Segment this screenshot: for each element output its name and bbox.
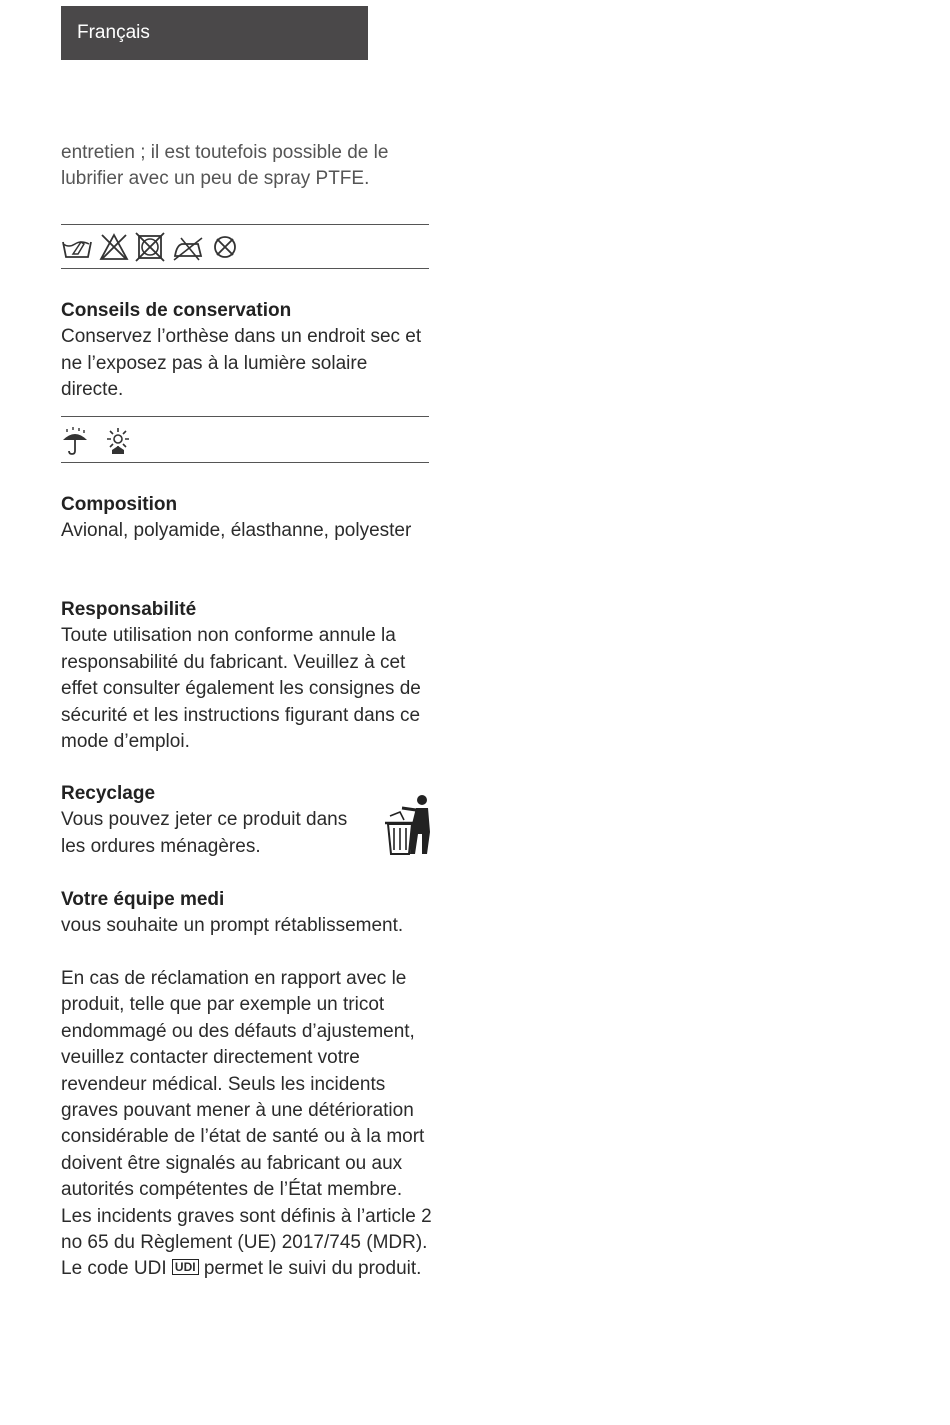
divider [61,416,429,417]
trash-bin-person-icon [380,794,434,858]
no-tumble-dry-icon [135,232,165,262]
keep-dry-icon [61,426,89,456]
intro-text: entretien ; il est toutefois possible de le lubrifier avec un peu de spray PTFE. [61,142,389,190]
liability-heading: Responsabilité [61,599,197,620]
composition-section [61,492,433,545]
team-section [61,887,433,940]
no-bleach-icon [99,232,129,262]
composition-heading: Composition [61,494,178,515]
divider [61,462,429,463]
care-icons-row [61,232,239,262]
recycling-body: Vous pouvez jeter ce produit dans les ordures ménagères. [61,809,348,857]
claims-text: En cas de réclamation en rapport avec le produit, telle que par exemple un tricot endommagé ou des défauts d’ajustement, veuillez contacter directement votre revendeur médical. Seuls les incidents graves pouvant mener à une détérioration considérable de l’état de santé ou à la mort doivent être signalés au fabricant ou aux autorités compétentes de l’État membre. Les incidents graves sont définis à l’article 2 no 65 du Règlement (UE) 2017/745 (MDR). Le code UDI [61,968,432,1280]
hand-wash-icon [61,232,93,262]
no-dry-clean-icon [211,232,239,262]
language-tab[interactable]: Français [61,6,368,60]
team-body: vous souhaite un prompt rétablissement. [61,915,404,937]
divider [61,224,429,225]
no-iron-icon [171,232,205,262]
keep-away-from-sunlight-icon [103,426,133,456]
recycling-heading: Recyclage [61,783,156,804]
divider [61,268,429,269]
storage-icons-row [61,426,133,456]
storage-section [61,298,433,404]
team-heading: Votre équipe medi [61,889,225,910]
udi-badge: UDI [172,1259,199,1275]
claims-paragraph [61,966,433,1283]
claims-text-end: permet le suivi du produit. [203,1258,422,1280]
composition-body: Avional, polyamide, élasthanne, polyester [61,520,412,542]
storage-body: Conservez l’orthèse dans un endroit sec et ne l’exposez pas à la lumière solaire directe. [61,326,422,401]
liability-section [61,597,433,755]
recycling-section [61,781,361,860]
storage-heading: Conseils de conservation [61,300,292,321]
liability-body: Toute utilisation non conforme annule la responsabilité du fabricant. Veuillez à cet effet consulter également les consignes de sécurité et les instructions figurant dans ce mode d’emploi. [61,625,421,753]
